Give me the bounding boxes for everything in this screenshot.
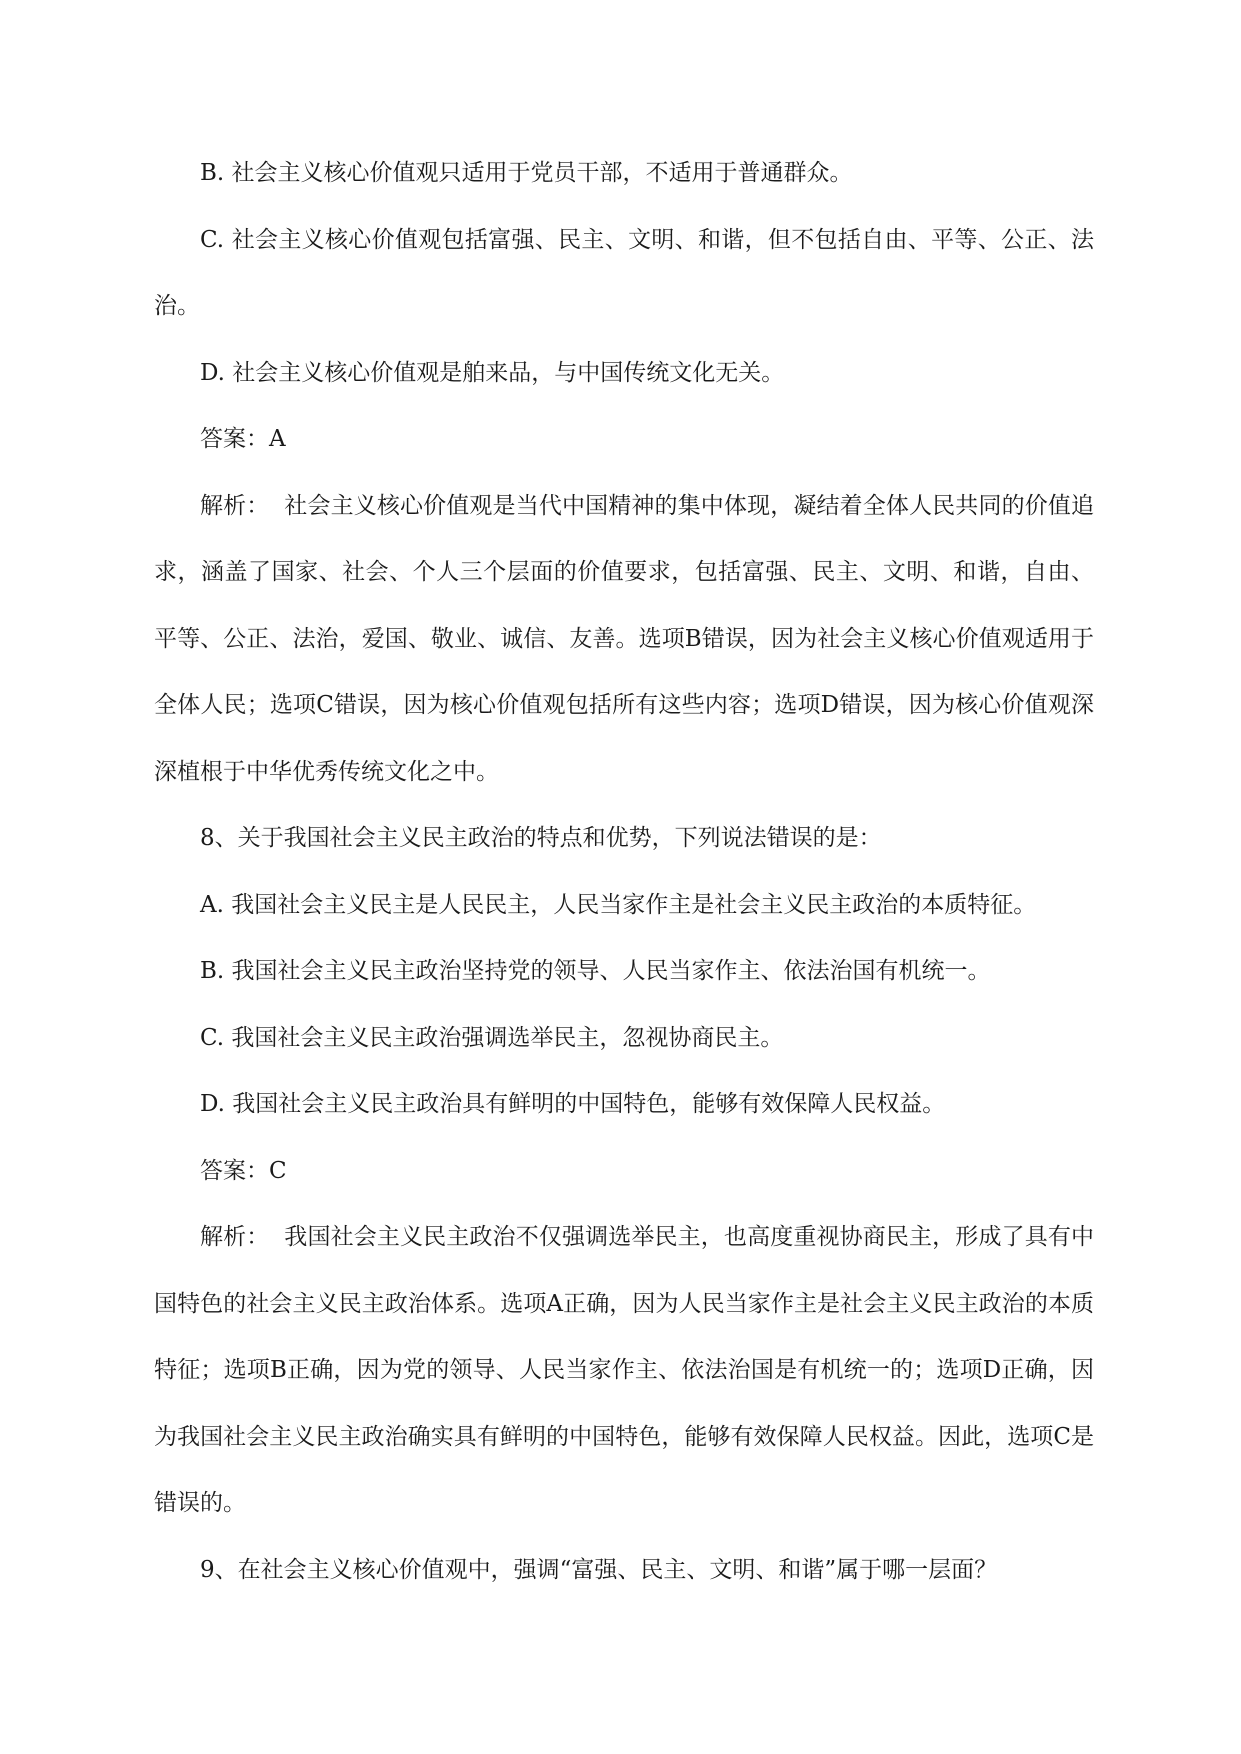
option-c-q8: C. 我国社会主义民主政治强调选举民主，忽视协商民主。 (200, 1024, 784, 1051)
option-b-q8: B. 我国社会主义民主政治坚持党的领导、人民当家作主、依法治国有机统一。 (200, 958, 991, 984)
option-a-q8: A. 我国社会主义民主是人民民主，人民当家作主是社会主义民主政治的本质特征。 (200, 891, 1037, 918)
option-d-q8: D. 我国社会主义民主政治具有鲜明的中国特色，能够有效保障人民权益。 (200, 1091, 946, 1117)
answer-q8: 答案：C (200, 1157, 287, 1184)
explanation-q8: 解析： 我国社会主义民主政治不仅强调选举民主，也高度重视协商民主，形成了具有中国特色的社会主义民主政治体系。选项A正确，因为人民当家作主是社会主义民主政治的本质特征；选项B正确，因为党的领导、人民当家作主、依法治国是有机统一的；选项D正确，因为我国社会主义民主政治确实具有鲜明的中国特色，能够有效保障人民权益。因此，选项C是错误的。 (154, 1224, 1094, 1516)
explanation-q7: 解析： 社会主义核心价值观是当代中国精神的集中体现，凝结着全体人民共同的价值追求，涵盖了国家、社会、个人三个层面的价值要求，包括富强、民主、文明、和谐，自由、平等、公正、法治，爱国、敬业、诚信、友善。选项B错误，因为社会主义核心价值观适用于全体人民；选项C错误，因为核心价值观包括所有这些内容；选项D错误，因为核心价值观深深植根于中华优秀传统文化之中。 (154, 492, 1094, 785)
document-body (154, 140, 1094, 1603)
question-9: 9、在社会主义核心价值观中，强调“富强、民主、文明、和谐”属于哪一层面？ (200, 1556, 998, 1583)
option-d-q7: D. 社会主义核心价值观是舶来品，与中国传统文化无关。 (200, 359, 785, 386)
answer-q7: 答案：A (200, 426, 286, 452)
question-8: 8、关于我国社会主义民主政治的特点和优势，下列说法错误的是： (200, 825, 882, 851)
option-b-q7: B. 社会主义核心价值观只适用于党员干部，不适用于普通群众。 (200, 160, 853, 186)
option-c-q7: C. 社会主义核心价值观包括富强、民主、文明、和谐，但不包括自由、平等、公正、法治。 (154, 226, 1094, 319)
